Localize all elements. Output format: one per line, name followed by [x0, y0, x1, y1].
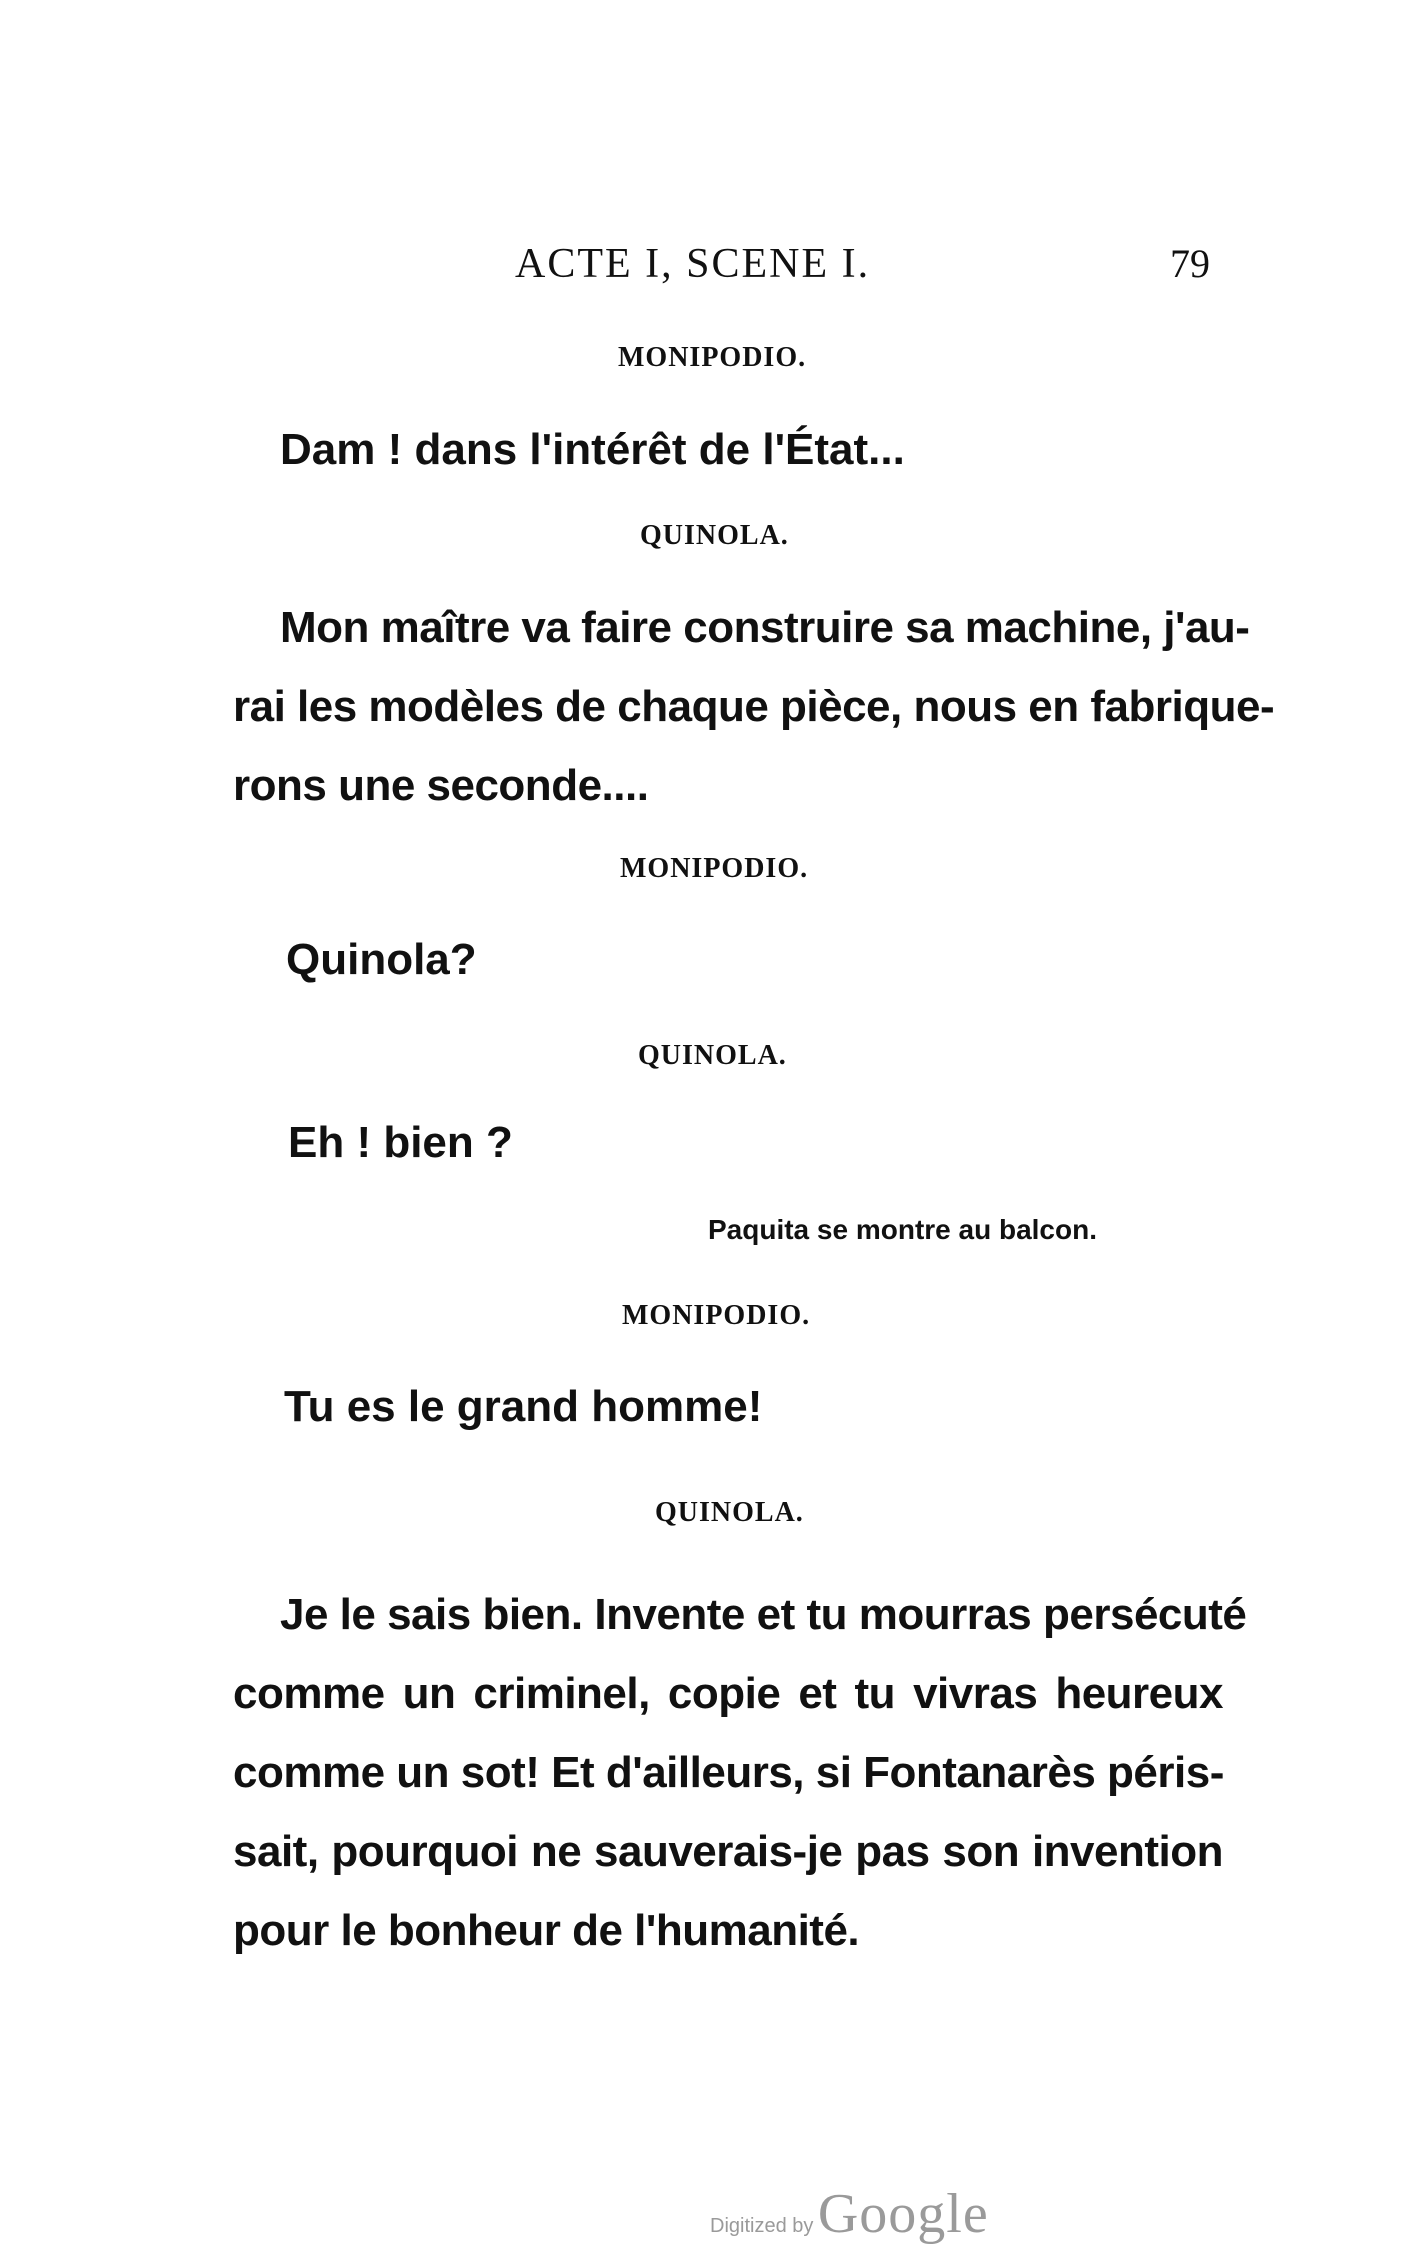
dialogue-line: sait, pourquoi ne sauverais-je pas son invention	[233, 1827, 1223, 1876]
dialogue-line: Tu es le grand homme!	[284, 1382, 763, 1431]
speaker-label: QUINOLA.	[638, 1040, 787, 1071]
dialogue-line: Eh ! bien ?	[288, 1118, 513, 1167]
dialogue-line: Dam ! dans l'intérêt de l'État...	[280, 425, 905, 474]
dialogue-line: Je le sais bien. Invente et tu mourras persécuté	[280, 1590, 1247, 1639]
speaker-label: MONIPODIO.	[620, 853, 809, 884]
speaker-label: QUINOLA.	[640, 520, 789, 551]
google-logo: Google	[817, 2183, 989, 2245]
dialogue-line: comme un criminel, copie et tu vivras heureux	[233, 1669, 1223, 1718]
dialogue-line: Quinola?	[286, 935, 477, 984]
page-number: 79	[1170, 241, 1210, 286]
dialogue-line: rai les modèles de chaque pièce, nous en fabrique-	[233, 682, 1275, 731]
dialogue-line: Mon maître va faire construire sa machine, j'au-	[280, 603, 1250, 652]
speaker-label: QUINOLA.	[655, 1497, 804, 1528]
speaker-label: MONIPODIO.	[622, 1300, 811, 1331]
digitized-watermark	[710, 2182, 989, 2246]
dialogue-paragraph	[233, 588, 1275, 825]
dialogue-paragraph	[233, 1575, 1247, 1970]
speaker-label: MONIPODIO.	[618, 342, 807, 373]
stage-direction: Paquita se montre au balcon.	[708, 1214, 1097, 1245]
running-head: ACTE I, SCENE I.	[515, 241, 871, 287]
dialogue-line: rons une seconde....	[233, 761, 649, 810]
dialogue-line: pour le bonheur de l'humanité.	[233, 1906, 860, 1955]
dialogue-line: comme un sot! Et d'ailleurs, si Fontanarès péris-	[233, 1748, 1224, 1797]
digitized-by-label: Digitized by	[710, 2215, 814, 2237]
